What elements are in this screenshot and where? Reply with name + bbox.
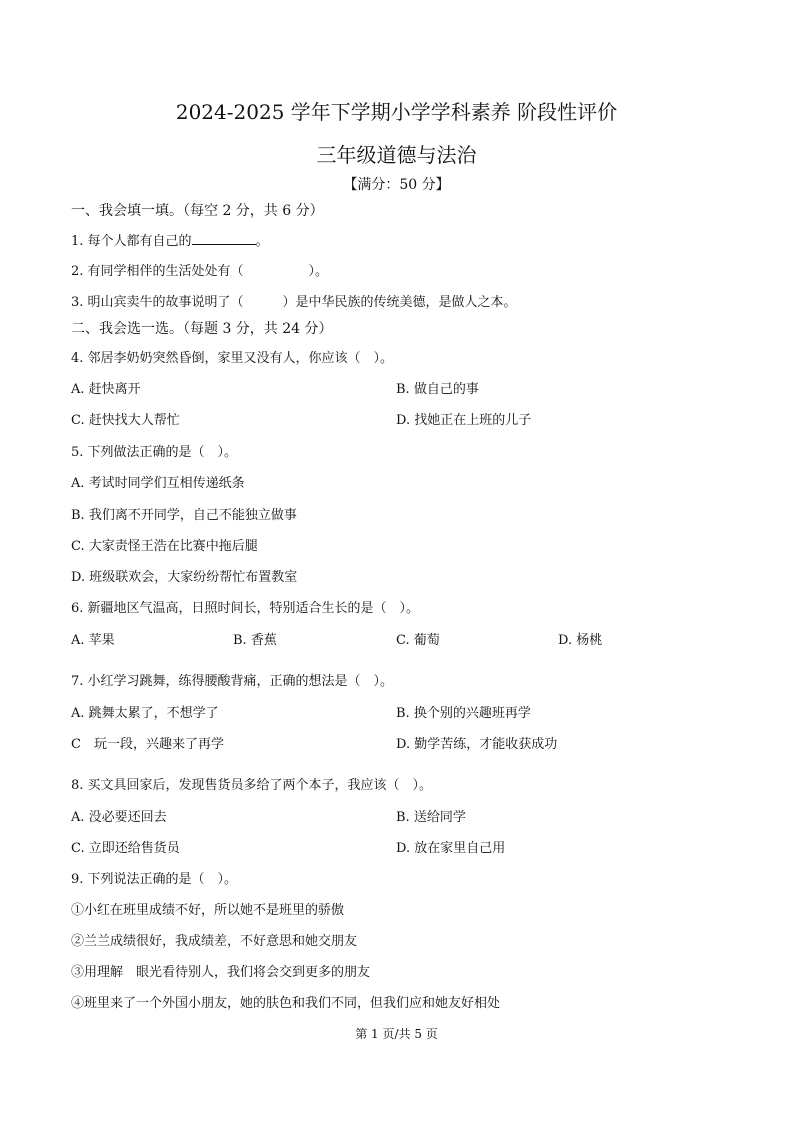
option-b: B. 我们离不开同学，自己不能独立做事 (71, 508, 297, 523)
question-8: 8. 买文具回家后，发现售货员多给了两个本子，我应该（ ）。 (71, 778, 433, 793)
question-1-text: 1. 每个人都有自己的 (71, 234, 192, 249)
question-5: 5. 下列做法正确的是（ ）。 (71, 445, 238, 460)
option-a: A. 没必要还回去 (71, 810, 167, 825)
option-a: A. 跳舞太累了，不想学了 (71, 706, 219, 721)
question-1 (71, 230, 269, 249)
question-7: 7. 小红学习跳舞，练得腰酸背痛，正确的想法是（ ）。 (71, 674, 394, 689)
option-a: A. 苹果 (71, 633, 115, 648)
question-1-end: 。 (255, 234, 269, 249)
option-d: D. 杨桃 (558, 633, 603, 648)
option-c: C. 赶快找大人帮忙 (71, 413, 180, 428)
exam-subtitle: 三年级道德与法治 (316, 143, 477, 167)
question-9: 9. 下列说法正确的是（ ）。 (71, 872, 238, 887)
option-d: D. 放在家里自己用 (396, 841, 506, 856)
option-a: A. 考试时同学们互相传递纸条 (71, 476, 245, 491)
option-a: A. 赶快离开 (71, 382, 141, 397)
option-c: C. 葡萄 (396, 633, 440, 648)
statement-1: ①小红在班里成绩不好，所以她不是班里的骄傲 (71, 903, 345, 918)
section-2-heading: 二、我会选一选。（每题 3 分，共 24 分） (71, 321, 333, 337)
statement-2: ②兰兰成绩很好，我成绩差，不好意思和她交朋友 (71, 934, 358, 949)
exam-title: 2024-2025 学年下学期小学学科素养 阶段性评价 (175, 100, 618, 124)
question-2: 2. 有同学相伴的生活处处有（ ）。 (71, 264, 329, 279)
option-d: D. 勤学苦练，才能收获成功 (396, 737, 558, 752)
question-6: 6. 新疆地区气温高，日照时间长，特别适合生长的是（ ）。 (71, 601, 420, 616)
question-3: 3. 明山宾卖牛的故事说明了（ ）是中华民族的传统美德，是做人之本。 (71, 295, 517, 310)
option-b: B. 做自己的事 (396, 382, 479, 397)
option-c: C 玩一段，兴趣来了再学 (71, 737, 224, 752)
statement-4: ④班里来了一个外国小朋友，她的肤色和我们不同，但我们应和她友好相处 (71, 996, 501, 1011)
option-d: D. 找她正在上班的儿子 (396, 413, 532, 428)
answer-blank (192, 232, 256, 245)
section-1-heading: 一、我会填一填。（每空 2 分，共 6 分） (71, 203, 324, 219)
question-4: 4. 邻居李奶奶突然昏倒，家里又没有人，你应该（ ）。 (71, 351, 394, 366)
option-c: C. 立即还给售货员 (71, 841, 180, 856)
option-b: B. 香蕉 (233, 633, 277, 648)
statement-3: ③用理解 眼光看待别人，我们将会交到更多的朋友 (71, 965, 371, 980)
option-b: B. 送给同学 (396, 810, 466, 825)
page-number: 第 1 页/共 5 页 (355, 1027, 438, 1041)
option-c: C. 大家责怪王浩在比赛中拖后腿 (71, 539, 258, 554)
full-score: 【满分：50 分】 (343, 177, 450, 193)
option-d: D. 班级联欢会，大家纷纷帮忙布置教室 (71, 570, 298, 585)
option-b: B. 换个别的兴趣班再学 (396, 706, 531, 721)
